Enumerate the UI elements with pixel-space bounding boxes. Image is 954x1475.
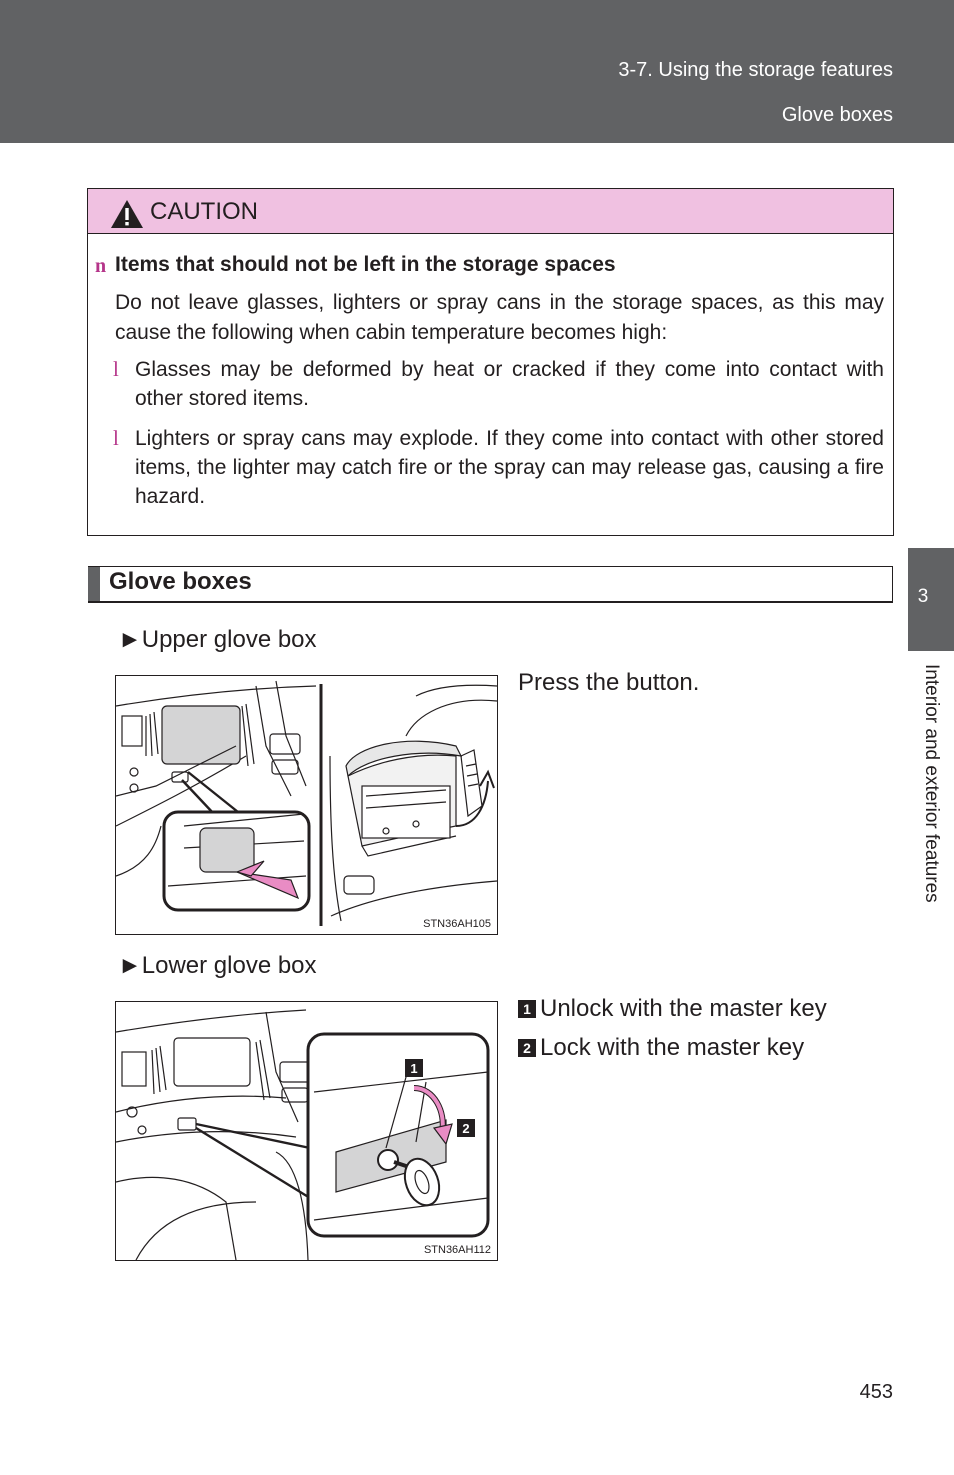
figure-code: STN36AH112 <box>423 1244 491 1256</box>
step-text: Lock with the master key <box>540 1034 805 1061</box>
step-text: Unlock with the master key <box>540 995 827 1022</box>
upper-glove-box-heading: ►Upper glove box <box>118 626 317 653</box>
caution-box <box>87 188 894 536</box>
warning-triangle-icon <box>110 199 144 229</box>
svg-text:2: 2 <box>462 1121 470 1136</box>
caution-item: Glasses may be deformed by heat or cracked if they come into contact with other stored items. <box>135 358 884 410</box>
caution-item-marker: l <box>113 357 119 381</box>
page-header <box>0 0 954 143</box>
step-number-badge: 1 <box>518 1000 536 1018</box>
svg-text:1: 1 <box>410 1061 418 1076</box>
upper-glove-box-illustration <box>115 675 498 935</box>
page-number: 453 <box>859 1381 893 1403</box>
section-heading-marker <box>88 567 100 601</box>
lower-step-1 <box>518 995 827 1023</box>
chapter-tab[interactable] <box>908 548 954 651</box>
lower-glove-box-drawing <box>116 1002 497 1260</box>
caution-intro: Do not leave glasses, lighters or spray cans in the storage spaces, as this may cause the following when cabin temperature becomes high: <box>115 291 884 344</box>
upper-glove-box-drawing <box>116 676 497 934</box>
lower-glove-box-heading: ►Lower glove box <box>118 952 317 979</box>
header-section-title: 3-7. Using the storage features <box>618 59 893 81</box>
lower-glove-box-illustration <box>115 1001 498 1261</box>
lower-step-2 <box>518 1034 804 1062</box>
caution-header <box>88 189 893 234</box>
header-topic: Glove boxes <box>781 104 893 126</box>
chapter-number: 3 <box>917 586 929 607</box>
caution-title: CAUTION <box>150 198 258 225</box>
caution-item: Lighters or spray cans may explode. If they come into contact with other stored items, the lighter may catch fire or the spray can may release gas, causing a fire hazard. <box>135 427 884 508</box>
section-title: Glove boxes <box>109 568 252 595</box>
upper-instruction: Press the button. <box>518 669 700 696</box>
chapter-label: Interior and exterior features <box>921 664 942 903</box>
figure-code: STN36AH105 <box>423 918 491 930</box>
caution-heading: Items that should not be left in the storage spaces <box>115 253 616 276</box>
caution-item-marker: l <box>113 426 119 450</box>
caution-bullet-marker: n <box>95 255 107 277</box>
step-number-badge: 2 <box>518 1039 536 1057</box>
section-heading-bar <box>88 566 893 603</box>
